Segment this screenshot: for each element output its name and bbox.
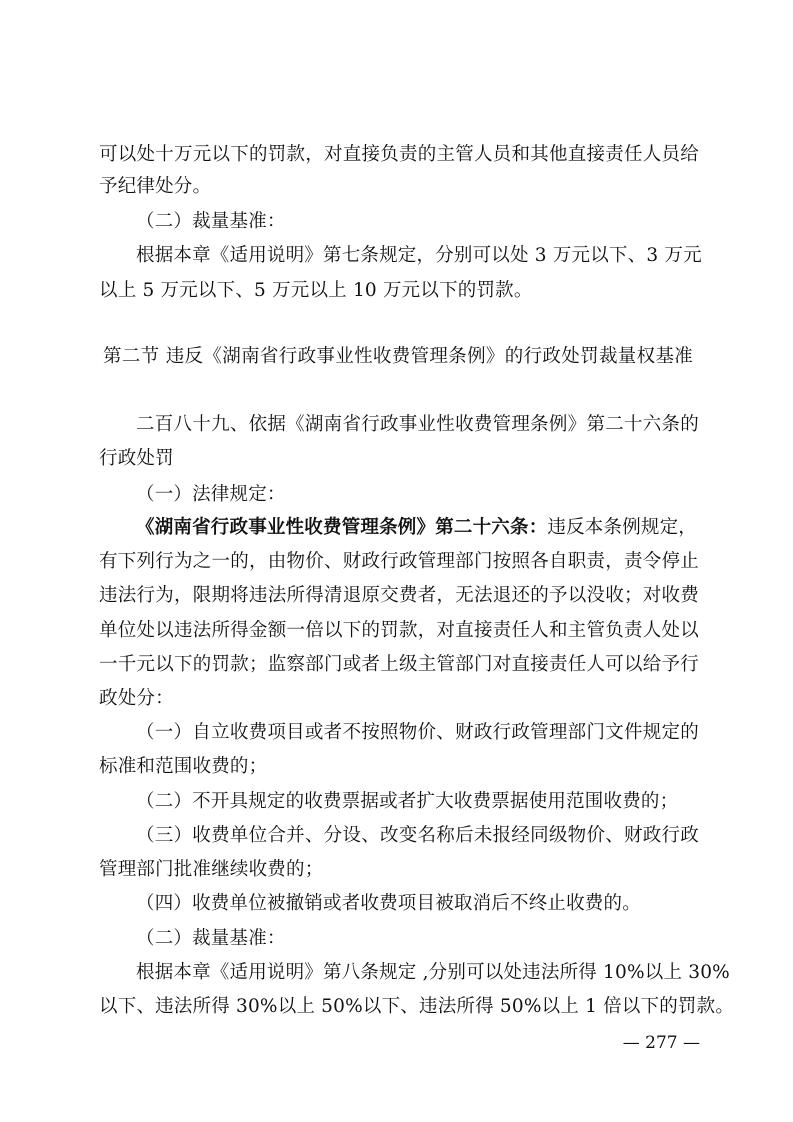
item-heading-line: 行政处罚 bbox=[99, 448, 174, 469]
subheading: （二）裁量基准： bbox=[136, 928, 286, 949]
paragraph-line: 以上 5 万元以下、5 万元以上 10 万元以下的罚款。 bbox=[99, 280, 533, 301]
paragraph-line: 根据本章《适用说明》第七条规定，分别可以处 3 万元以下、3 万元 bbox=[136, 245, 702, 266]
item-heading-line: 二百八十九、依据《湖南省行政事业性收费管理条例》第二十六条的 bbox=[136, 414, 699, 435]
law-text-line: 有下列行为之一的，由物价、财政行政管理部门按照各自职责，责令停止 bbox=[99, 551, 699, 572]
paragraph-line: 根据本章《适用说明》第八条规定 ,分别可以处违法所得 10%以上 30% bbox=[136, 962, 730, 983]
law-text: 违反本条例规定， bbox=[547, 517, 698, 538]
law-text-line: 一千元以下的罚款；监察部门或者上级主管部门对直接责任人可以给予行 bbox=[99, 654, 699, 675]
subheading: （二）裁量基准： bbox=[136, 211, 286, 232]
law-text-line: 违法行为，限期将违法所得清退原交费者，无法退还的予以没收；对收费 bbox=[99, 585, 699, 606]
clause-line: （一）自立收费项目或者不按照物价、财政行政管理部门文件规定的 bbox=[136, 722, 699, 743]
law-text-line: 单位处以违法所得金额一倍以下的罚款，对直接责任人和主管负责人处以 bbox=[99, 620, 699, 641]
page-number: — 277 — bbox=[622, 1033, 700, 1053]
paragraph-line: 以下、违法所得 30%以上 50%以下、违法所得 50%以上 1 倍以下的罚款。 bbox=[99, 996, 735, 1017]
law-text-line bbox=[136, 513, 699, 543]
paragraph-line: 可以处十万元以下的罚款，对直接负责的主管人员和其他直接责任人员给 bbox=[99, 144, 699, 165]
clause-line: 管理部门批准继续收费的； bbox=[99, 859, 324, 880]
law-text-line: 政处分： bbox=[99, 688, 174, 709]
paragraph-line: 予纪律处分。 bbox=[99, 176, 212, 197]
section-title: 第二节 违反《湖南省行政事业性收费管理条例》的行政处罚裁量权基准 bbox=[103, 346, 693, 367]
clause-line: （三）收费单位合并、分设、改变名称后未报经同级物价、财政行政 bbox=[136, 825, 699, 846]
law-reference: 《湖南省行政事业性收费管理条例》第二十六条： bbox=[136, 517, 548, 538]
clause-line: 标准和范围收费的； bbox=[99, 756, 268, 777]
subheading: （一）法律规定： bbox=[136, 484, 286, 505]
clause-line: （二）不开具规定的收费票据或者扩大收费票据使用范围收费的； bbox=[136, 791, 679, 812]
clause-line: （四）收费单位被撤销或者收费项目被取消后不终止收费的。 bbox=[136, 893, 641, 914]
